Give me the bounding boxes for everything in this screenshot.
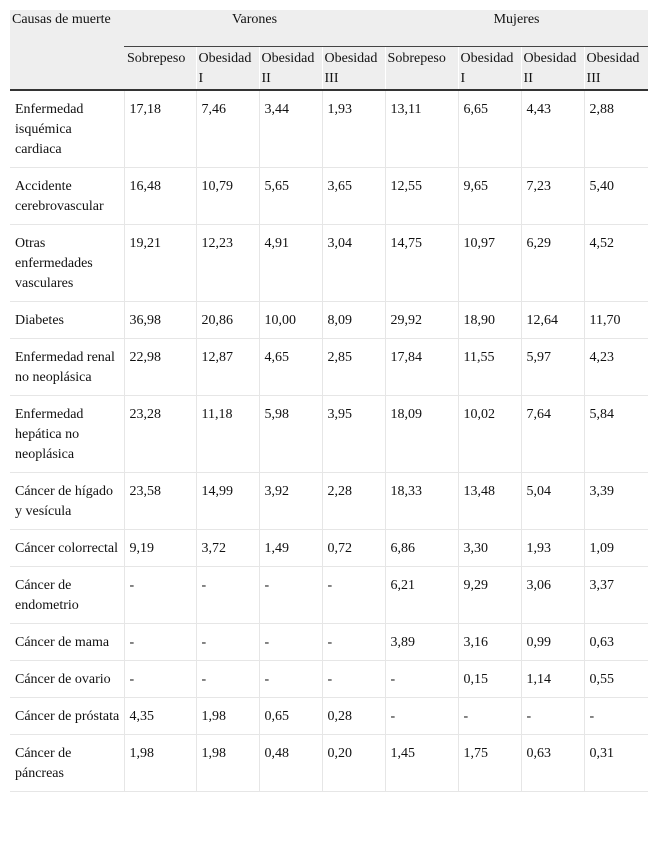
col-header-women-obesity-1: Obesidad I bbox=[458, 47, 521, 91]
value-cell: 12,87 bbox=[196, 339, 259, 396]
value-cell: 11,55 bbox=[458, 339, 521, 396]
table-row bbox=[10, 473, 648, 530]
cause-cell: Cáncer de hígado y vesícula bbox=[10, 473, 124, 530]
value-cell: 20,86 bbox=[196, 302, 259, 339]
value-cell: 16,48 bbox=[124, 168, 196, 225]
cause-cell: Cáncer de mama bbox=[10, 624, 124, 661]
value-cell: 18,09 bbox=[385, 396, 458, 473]
table-row bbox=[10, 225, 648, 302]
value-cell: 3,95 bbox=[322, 396, 385, 473]
value-cell: 3,37 bbox=[584, 567, 648, 624]
value-cell: 3,72 bbox=[196, 530, 259, 567]
women-group-header: Mujeres bbox=[385, 10, 648, 47]
value-cell: 1,93 bbox=[322, 90, 385, 168]
value-cell: 14,75 bbox=[385, 225, 458, 302]
value-cell: - bbox=[196, 661, 259, 698]
value-cell: 12,64 bbox=[521, 302, 584, 339]
table-row bbox=[10, 302, 648, 339]
value-cell: 3,16 bbox=[458, 624, 521, 661]
cause-cell: Enfermedad renal no neoplásica bbox=[10, 339, 124, 396]
cause-cell: Cáncer de ovario bbox=[10, 661, 124, 698]
table-row bbox=[10, 661, 648, 698]
col-header-women-overweight: Sobrepeso bbox=[385, 47, 458, 91]
value-cell: 7,46 bbox=[196, 90, 259, 168]
value-cell: 3,92 bbox=[259, 473, 322, 530]
value-cell: 36,98 bbox=[124, 302, 196, 339]
value-cell: 6,86 bbox=[385, 530, 458, 567]
value-cell: 6,65 bbox=[458, 90, 521, 168]
value-cell: 0,72 bbox=[322, 530, 385, 567]
value-cell: 0,28 bbox=[322, 698, 385, 735]
value-cell: 4,43 bbox=[521, 90, 584, 168]
value-cell: 23,28 bbox=[124, 396, 196, 473]
value-cell: 5,65 bbox=[259, 168, 322, 225]
value-cell: 3,44 bbox=[259, 90, 322, 168]
value-cell: 22,98 bbox=[124, 339, 196, 396]
value-cell: 0,15 bbox=[458, 661, 521, 698]
value-cell: 10,00 bbox=[259, 302, 322, 339]
value-cell: 5,97 bbox=[521, 339, 584, 396]
value-cell: - bbox=[322, 661, 385, 698]
value-cell: 9,19 bbox=[124, 530, 196, 567]
value-cell: 12,55 bbox=[385, 168, 458, 225]
cause-cell: Enfermedad isquémica cardiaca bbox=[10, 90, 124, 168]
value-cell: 7,23 bbox=[521, 168, 584, 225]
table-row bbox=[10, 168, 648, 225]
value-cell: - bbox=[322, 567, 385, 624]
table-row bbox=[10, 339, 648, 396]
cause-cell: Cáncer de próstata bbox=[10, 698, 124, 735]
value-cell: 7,64 bbox=[521, 396, 584, 473]
value-cell: 0,99 bbox=[521, 624, 584, 661]
value-cell: 1,93 bbox=[521, 530, 584, 567]
value-cell: 13,48 bbox=[458, 473, 521, 530]
value-cell: 2,28 bbox=[322, 473, 385, 530]
table-row bbox=[10, 567, 648, 624]
value-cell: 0,65 bbox=[259, 698, 322, 735]
cause-cell: Accidente cerebrovascular bbox=[10, 168, 124, 225]
value-cell: - bbox=[124, 624, 196, 661]
value-cell: 14,99 bbox=[196, 473, 259, 530]
value-cell: 11,70 bbox=[584, 302, 648, 339]
value-cell: 17,84 bbox=[385, 339, 458, 396]
value-cell: 3,39 bbox=[584, 473, 648, 530]
causes-header: Causas de muerte bbox=[10, 10, 124, 90]
value-cell: 1,98 bbox=[196, 735, 259, 792]
value-cell: - bbox=[584, 698, 648, 735]
value-cell: - bbox=[259, 567, 322, 624]
value-cell: 0,20 bbox=[322, 735, 385, 792]
value-cell: 9,65 bbox=[458, 168, 521, 225]
value-cell: 9,29 bbox=[458, 567, 521, 624]
value-cell: - bbox=[385, 698, 458, 735]
cause-cell: Otras enfermedades vasculares bbox=[10, 225, 124, 302]
value-cell: 1,14 bbox=[521, 661, 584, 698]
value-cell: - bbox=[259, 661, 322, 698]
cause-cell: Enfermedad hepática no neoplásica bbox=[10, 396, 124, 473]
value-cell: - bbox=[259, 624, 322, 661]
cause-cell: Cáncer colorrectal bbox=[10, 530, 124, 567]
value-cell: - bbox=[124, 567, 196, 624]
value-cell: - bbox=[196, 624, 259, 661]
value-cell: 2,85 bbox=[322, 339, 385, 396]
value-cell: 29,92 bbox=[385, 302, 458, 339]
value-cell: 6,29 bbox=[521, 225, 584, 302]
value-cell: 1,75 bbox=[458, 735, 521, 792]
value-cell: 1,98 bbox=[124, 735, 196, 792]
value-cell: 2,88 bbox=[584, 90, 648, 168]
value-cell: 3,89 bbox=[385, 624, 458, 661]
value-cell: 1,98 bbox=[196, 698, 259, 735]
value-cell: 0,63 bbox=[521, 735, 584, 792]
value-cell: 1,49 bbox=[259, 530, 322, 567]
value-cell: 11,18 bbox=[196, 396, 259, 473]
value-cell: 4,23 bbox=[584, 339, 648, 396]
cause-cell: Diabetes bbox=[10, 302, 124, 339]
table-row bbox=[10, 530, 648, 567]
value-cell: - bbox=[124, 661, 196, 698]
value-cell: 12,23 bbox=[196, 225, 259, 302]
value-cell: 8,09 bbox=[322, 302, 385, 339]
cause-cell: Cáncer de páncreas bbox=[10, 735, 124, 792]
col-header-men-obesity-3: Obesidad III bbox=[322, 47, 385, 91]
mortality-risk-table bbox=[10, 10, 648, 792]
value-cell: 10,02 bbox=[458, 396, 521, 473]
header-group-row bbox=[10, 10, 648, 47]
value-cell: 10,97 bbox=[458, 225, 521, 302]
table-row bbox=[10, 90, 648, 168]
value-cell: 19,21 bbox=[124, 225, 196, 302]
value-cell: 3,06 bbox=[521, 567, 584, 624]
value-cell: - bbox=[521, 698, 584, 735]
value-cell: 6,21 bbox=[385, 567, 458, 624]
table-row bbox=[10, 735, 648, 792]
value-cell: - bbox=[322, 624, 385, 661]
value-cell: 18,90 bbox=[458, 302, 521, 339]
value-cell: 0,63 bbox=[584, 624, 648, 661]
value-cell: 0,48 bbox=[259, 735, 322, 792]
col-header-women-obesity-3: Obesidad III bbox=[584, 47, 648, 91]
col-header-men-overweight: Sobrepeso bbox=[124, 47, 196, 91]
value-cell: 0,55 bbox=[584, 661, 648, 698]
value-cell: 5,04 bbox=[521, 473, 584, 530]
table-row bbox=[10, 396, 648, 473]
value-cell: 4,52 bbox=[584, 225, 648, 302]
value-cell: 5,40 bbox=[584, 168, 648, 225]
table-row bbox=[10, 698, 648, 735]
table-row bbox=[10, 624, 648, 661]
value-cell: 3,04 bbox=[322, 225, 385, 302]
value-cell: - bbox=[196, 567, 259, 624]
value-cell: - bbox=[458, 698, 521, 735]
table-header bbox=[10, 10, 648, 90]
value-cell: 13,11 bbox=[385, 90, 458, 168]
value-cell: 3,65 bbox=[322, 168, 385, 225]
value-cell: 0,31 bbox=[584, 735, 648, 792]
value-cell: 4,91 bbox=[259, 225, 322, 302]
value-cell: 5,84 bbox=[584, 396, 648, 473]
men-group-header: Varones bbox=[124, 10, 385, 47]
value-cell: 4,65 bbox=[259, 339, 322, 396]
value-cell: 1,45 bbox=[385, 735, 458, 792]
value-cell: 10,79 bbox=[196, 168, 259, 225]
value-cell: 17,18 bbox=[124, 90, 196, 168]
value-cell: 4,35 bbox=[124, 698, 196, 735]
value-cell: - bbox=[385, 661, 458, 698]
cause-cell: Cáncer de endometrio bbox=[10, 567, 124, 624]
value-cell: 23,58 bbox=[124, 473, 196, 530]
value-cell: 3,30 bbox=[458, 530, 521, 567]
col-header-men-obesity-1: Obesidad I bbox=[196, 47, 259, 91]
value-cell: 18,33 bbox=[385, 473, 458, 530]
col-header-men-obesity-2: Obesidad II bbox=[259, 47, 322, 91]
col-header-women-obesity-2: Obesidad II bbox=[521, 47, 584, 91]
value-cell: 1,09 bbox=[584, 530, 648, 567]
value-cell: 5,98 bbox=[259, 396, 322, 473]
table-body bbox=[10, 90, 648, 792]
